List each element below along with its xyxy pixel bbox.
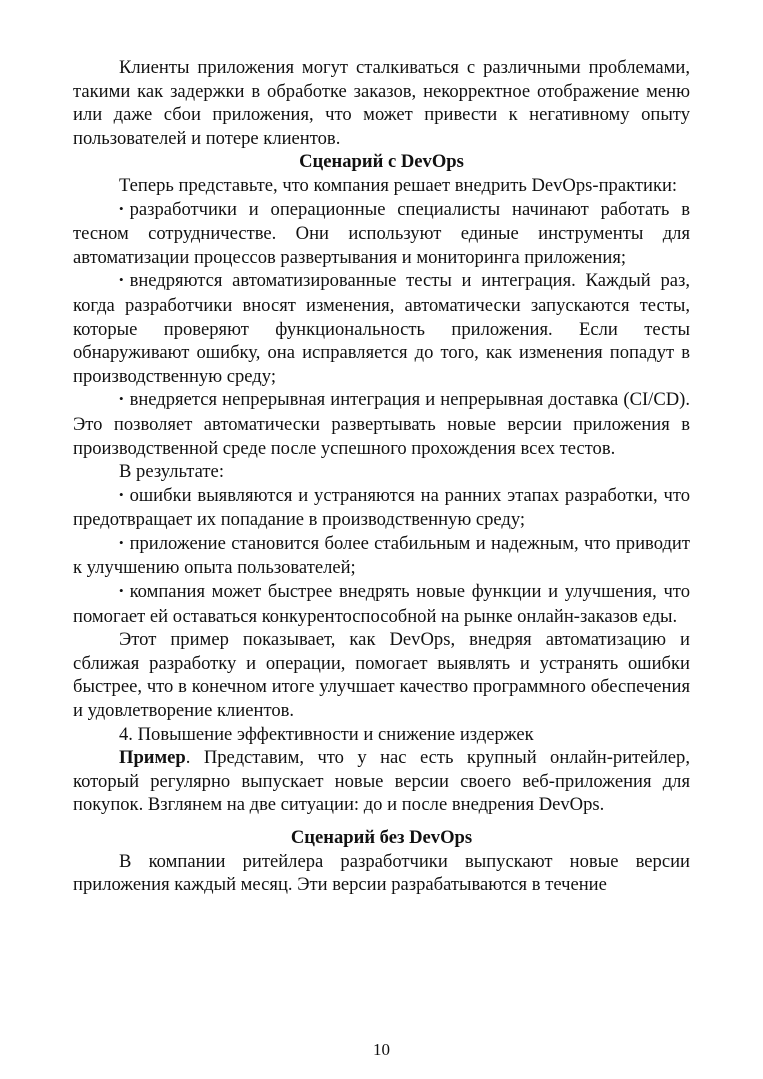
no-devops-paragraph: В компании ритейлера разработчики выпускают новые версии приложения каждый месяц. Эти версии разрабатываются в течение [73, 850, 690, 896]
bullet-text: внедряется непрерывная интеграция и непрерывная доставка (CI/CD). Это позволяет автоматически развертывать новые версии приложения в производственной среде после успешного прохождения всех тестов. [73, 389, 690, 459]
bullet-icon: • [119, 486, 124, 502]
bullet-icon: • [119, 391, 124, 407]
bullet-icon: • [119, 534, 124, 550]
intro-paragraph: Клиенты приложения могут сталкиваться с различными проблемами, такими как задержки в обработке заказов, некорректное отображение меню или даже сбои приложения, что может привести к негативному опыту пользователей и потере клиентов. [73, 57, 690, 149]
section-heading-without-devops: Сценарий без DevOps [290, 827, 473, 848]
devops-bullet-item [73, 388, 690, 460]
bullet-text: компания может быстрее внедрять новые функции и улучшения, что помогает ей оставаться конкурентоспособной на рынке онлайн-заказов еды. [73, 581, 690, 627]
item-4-title: 4. Повышение эффективности и снижение издержек [119, 723, 534, 745]
result-bullet-item [73, 484, 690, 532]
bullet-icon: • [119, 272, 124, 288]
example-text: . Представим, что у нас есть крупный онлайн-ритейлер, который регулярно выпускает новые версии своего веб-приложения для покупок. Взглянем на две ситуации: до и после внедрения DevOps. [73, 747, 690, 816]
bullet-text: внедряются автоматизированные тесты и интеграция. Каждый раз, когда разработчики вносят изменения, автоматически запускаются тесты, которые проверяют функциональность приложения. Если тесты обнаруживают ошибку, она исправляется до того, как изменения попадут в производственную среду; [73, 270, 690, 387]
example-paragraph [73, 746, 690, 817]
result-bullet-item [73, 580, 690, 628]
devops-bullet-item [73, 198, 690, 270]
devops-bullet-item [73, 269, 690, 388]
bullet-icon: • [119, 200, 124, 216]
document-page [73, 56, 690, 897]
devops-lead-paragraph: Теперь представьте, что компания решает внедрить DevOps-практики: [119, 174, 678, 196]
result-bullet-item [73, 532, 690, 580]
section-heading-with-devops: Сценарий с DevOps [299, 151, 464, 173]
result-lead-paragraph: В результате: [119, 461, 224, 483]
bullet-text: приложение становится более стабильным и надежным, что приводит к улучшению опыта пользователей; [73, 532, 690, 579]
conclusion-paragraph: Этот пример показывает, как DevOps, внедряя автоматизацию и сближая разработку и операции, помогает выявлять и устранять ошибки быстрее, что в конечном итоге улучшает качество программного обеспечения и удовлетворение клиентов. [73, 629, 690, 722]
bullet-text: ошибки выявляются и устраняются на ранних этапах разработки, что предотвращает их попадание в производственную среду; [73, 484, 690, 531]
example-label: Пример [119, 747, 186, 769]
bullet-text: разработчики и операционные специалисты начинают работать в тесном сотрудничестве. Они используют единые инструменты для автоматизации процессов развертывания и мониторинга приложения; [73, 198, 690, 268]
page-number: 10 [373, 1040, 390, 1059]
bullet-icon: • [119, 583, 124, 599]
